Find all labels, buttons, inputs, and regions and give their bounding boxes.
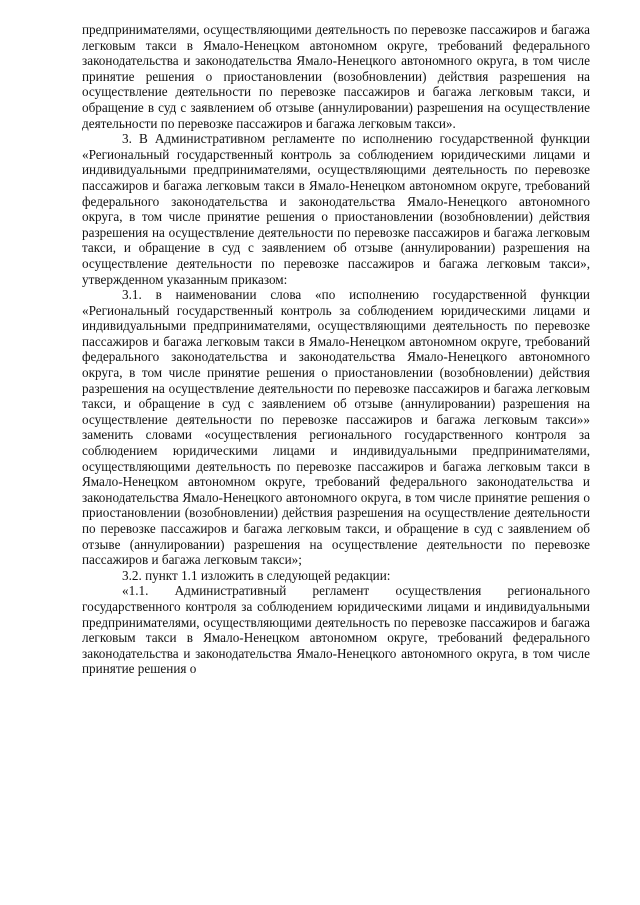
paragraph-item-1-1: «1.1. Административный регламент осуществления регионального государственного контроля за соблюдением юридическими лицами и индивидуальными предпринимателями, осуществляющими деятельность по перевозке пассажиров и багажа легковым такси в Ямало-Ненецком автономном округе, требований федерального законодательства и законодательства Ямало-Ненецкого автономного округа, в том числе принятие решения о: [82, 583, 590, 677]
paragraph-item-3-1: 3.1. в наименовании слова «по исполнению государственной функции «Региональный государственный контроль за соблюдением юридическими лицами и индивидуальными предпринимателями, осуществляющими деятельность по перевозке пассажиров и багажа легковым такси в Ямало-Ненецком автономном округе, требований федерального законодательства и законодательства Ямало-Ненецкого автономного округа, в том числе принятие решения о приостановлении (возобновлении) действия разрешения на осуществление деятельности по перевозке пассажиров и багажа легковым такси, и обращение в суд с заявлением об отзыве (аннулировании) разрешения на осуществление деятельности по перевозке пассажиров и багажа легковым такси»» заменить словами «осуществления регионального государственного контроля за соблюдением юридическими лицами и индивидуальными предпринимателями, осуществляющими деятельность по перевозке пассажиров и багажа легковым такси в Ямало-Ненецком автономном округе, требований федерального законодательства и законодательства Ямало-Ненецкого автономного округа, в том числе принятие решения о приостановлении (возобновлении) действия разрешения на осуществление деятельности по перевозке пассажиров и багажа легковым такси, и обращение в суд с заявлением об отзыве (аннулировании) разрешения на осуществление деятельности по перевозке пассажиров и багажа легковым такси»;: [82, 287, 590, 568]
paragraph-item-3: 3. В Административном регламенте по исполнению государственной функции «Региональный государственный контроль за соблюдением юридическими лицами и индивидуальными предпринимателями, осуществляющими деятельность по перевозке пассажиров и багажа легковым такси в Ямало-Ненецком автономном округе, требований федерального законодательства и законодательства Ямало-Ненецкого автономного округа, в том числе принятие решения о приостановлении (возобновлении) действия разрешения на осуществление деятельности по перевозке пассажиров и багажа легковым такси, и обращение в суд с заявлением об отзыве (аннулировании) разрешения на осуществление деятельности по перевозке пассажиров и багажа легковым такси», утвержденном указанным приказом:: [82, 131, 590, 287]
document-page: [82, 22, 590, 677]
paragraph-continuation: предпринимателями, осуществляющими деятельность по перевозке пассажиров и багажа легковым такси в Ямало-Ненецком автономном округе, требований федерального законодательства и законодательства Ямало-Ненецкого автономного округа, в том числе принятие решения о приостановлении (возобновлении) действия разрешения на осуществление деятельности по перевозке пассажиров и багажа легковым такси, и обращение в суд с заявлением об отзыве (аннулировании) разрешения на осуществление деятельности по перевозке пассажиров и багажа легковым такси».: [82, 22, 590, 131]
paragraph-item-3-2: 3.2. пункт 1.1 изложить в следующей редакции:: [122, 567, 391, 583]
